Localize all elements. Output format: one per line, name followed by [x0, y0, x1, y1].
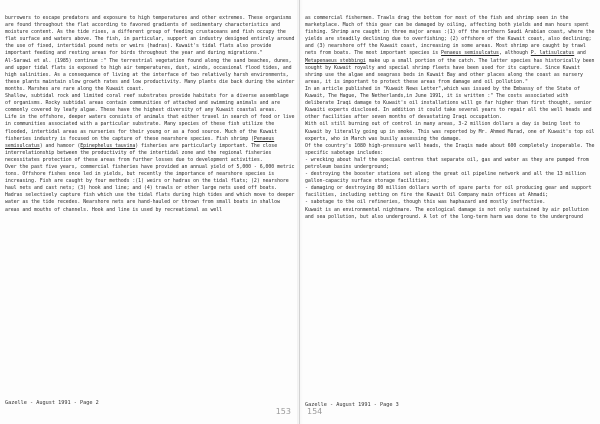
- paragraph: Over the past five years, commercial fisheries have provided an annual yield of 5,000 - 6,000 metric tons. Offshore fishes once led in yields, but recently the importance of nearshore species is increasing. Fish are caught by four methods :(1) weirs or hadras on the tidal flats; (2) nearshore haul nets and cast nets; (3) hook and line; and (4) trawls or other large nets used off boats. Hadras selectively capture fish which use the tidal flats during high tides and which move to deeper water as the tide recedes. Nearshore nets are hand-hauled or thrown from small boats in shallow areas and mouths of channels. Hook and line is used by recreational as well: [5, 163, 295, 213]
- list-item: - destroying the booster stations set along the great oil pipeline network and all the 13 million gallon-capacity surface storage facilities;: [305, 171, 586, 185]
- list-item: - damaging or destroying 80 million dollars worth of spare parts for oil producing gear and support facilities, including setting on fire the Kuwait Oil Company main offices at Ahmadi;: [305, 185, 592, 199]
- page-footer: Gazelle - August 1991 - Page 3: [305, 402, 399, 408]
- paragraph: In an article published in "Kuwait News Letter",which was issued by the Embassy of the State of Kuwait, The Hague, The Netherlands,in June 1991, it is written :" The costs associated with deliberate Iraqi damage to Kuwait's oil installations will go far higher than first thought, senior Kuwaiti experts disclosed. In addition it could take several years to repair all the well heads and other facilities after seven months of devastating Iraqi occupation.: [305, 85, 592, 121]
- left-page-body: [5, 15, 296, 214]
- right-page-body: [305, 15, 597, 221]
- scientific-name: Epinephelus tauvina: [80, 142, 136, 149]
- paragraph: Kuwait is an environmental nightmare. The ecological damage is not only sustained by air pollution and sea pollution, but also underground. A lot of the long-term harm was done to the underground: [305, 206, 589, 220]
- paragraph: Of the country's 1080 high-pressure well heads, the Iraqis made about 600 completely inoperable. The specific sabotage includes:: [305, 142, 595, 156]
- page-number: 153: [275, 407, 291, 416]
- text-run: as commercial fishermen. Trawls drag the bottom for most of the fish and shrimp seen in the marketplace. Much of this gear can be damaged by oiling, affecting both yields and man hours spent fishing. Shrimp are caught in three major areas :(1) off the northern Saudi Arabian coast, where the yields are steadily declining due to overfishing; (2) offshore of the Kuwait coast, also declining; and (3) nearshore off the Kuwait coast, increasing in some areas. Most shrimp are caught by trawl nets from boats. The most important species is: [305, 15, 595, 57]
- text-run: ) fisheries are particularly important. The close interrelationship between the productivity of the intertidal zone and the regional fisheries necessitates protection of these areas from further losses due to development activities.: [5, 142, 278, 163]
- text-run: ) and hamoor (: [39, 142, 81, 149]
- scientific-name: Penaeus semisulcatus: [441, 50, 499, 57]
- paragraph: burrowers to escape predators and exposure to high temperatures and other extremes. These organisms are found throughout the flat according to favored gradients of sedimentary characteristics and moisture content. As the tide rises, a different group of feeding crustaceans and fish occupy the flat surface and waters above. The fish, in particular, support an industry designed entirely around the use of fixed, intertidal pound nets or weirs (hadras). Kuwait's tidal flats also provide important feeding and resting areas for birds throughout the year and during migrations.": [5, 15, 295, 57]
- paragraph: Al-Sarawi et al. (1985) continue :" The terrestrial vegetation found along the sand beaches, dunes, and upper tidal flats is exposed to high air temperatures, dust, winds, occasional flood tides, and high salinities. As a consequence of living at the interface of two relatively harsh environments, these plants maintain slow growth rates and low productivity. Many plants die back during the winter months. Marshes are rare along the Kuwait coast.: [5, 57, 295, 92]
- text-run: make up a small portion of the catch. The latter species has historically been sought by Kuwait royalty and special shrimp fleets have been used for its capture. Since Kuwait shrimp use the algae and seagrass beds in Kuwait Bay and other places along the coast as nursery areas, it is important to protect these areas from damage and oil pollution.": [305, 57, 595, 85]
- paragraph: Shallow, subtidal rock and limited coral reef substrates provide habitats for a diverse assemblage of organisms. Rocky subtidal areas contain communities of attached and swimming animals and are commonly covered by leafy algae. These have the highest diversity of any Kuwait coastal areas.: [5, 93, 289, 114]
- text-run: and: [574, 50, 586, 57]
- page-footer: Gazelle - August 1991 - Page 2: [5, 400, 99, 406]
- paragraph-fisheries: [5, 114, 296, 164]
- list-item: - wrecking about half the special centres that separate oil, gas and water as they are pumped from petroleum basins underground;: [305, 156, 589, 170]
- text-run: , although: [498, 50, 531, 57]
- scientific-name: Penaeus semisulcatus: [5, 135, 275, 149]
- paragraph-shrimp: [305, 15, 597, 86]
- text-run: Life in the offshore, deeper waters consists of animals that either travel in search of food or live in communities associated with a particular substrate. Many species of these fish utilize the flooded, intertidal areas as nurseries for their young or as a food source. Much of the Kuwait fisheries industry is focused on the capture of these nearshore species. Fish shrimp (: [5, 114, 295, 142]
- scientific-name: P. latisulcatus: [530, 50, 575, 57]
- page-number: 154: [307, 407, 323, 416]
- gutter-shadow: [297, 0, 303, 424]
- list-item: - sabotage to the oil refineries, though this was haphazard and mostly ineffective.: [305, 199, 546, 206]
- right-page: [300, 0, 600, 424]
- scientific-name: Metapenaeus stebbingi: [305, 57, 366, 64]
- paragraph: With oil still burning out of control in many areas, 3-2 million dollars a day is being lost to Kuwait by literally going up in smoke. This was reported by Mr. Ahmed Murad, one of Kuwait's top oil experts, who in March was busily assessing the damage.: [305, 121, 595, 142]
